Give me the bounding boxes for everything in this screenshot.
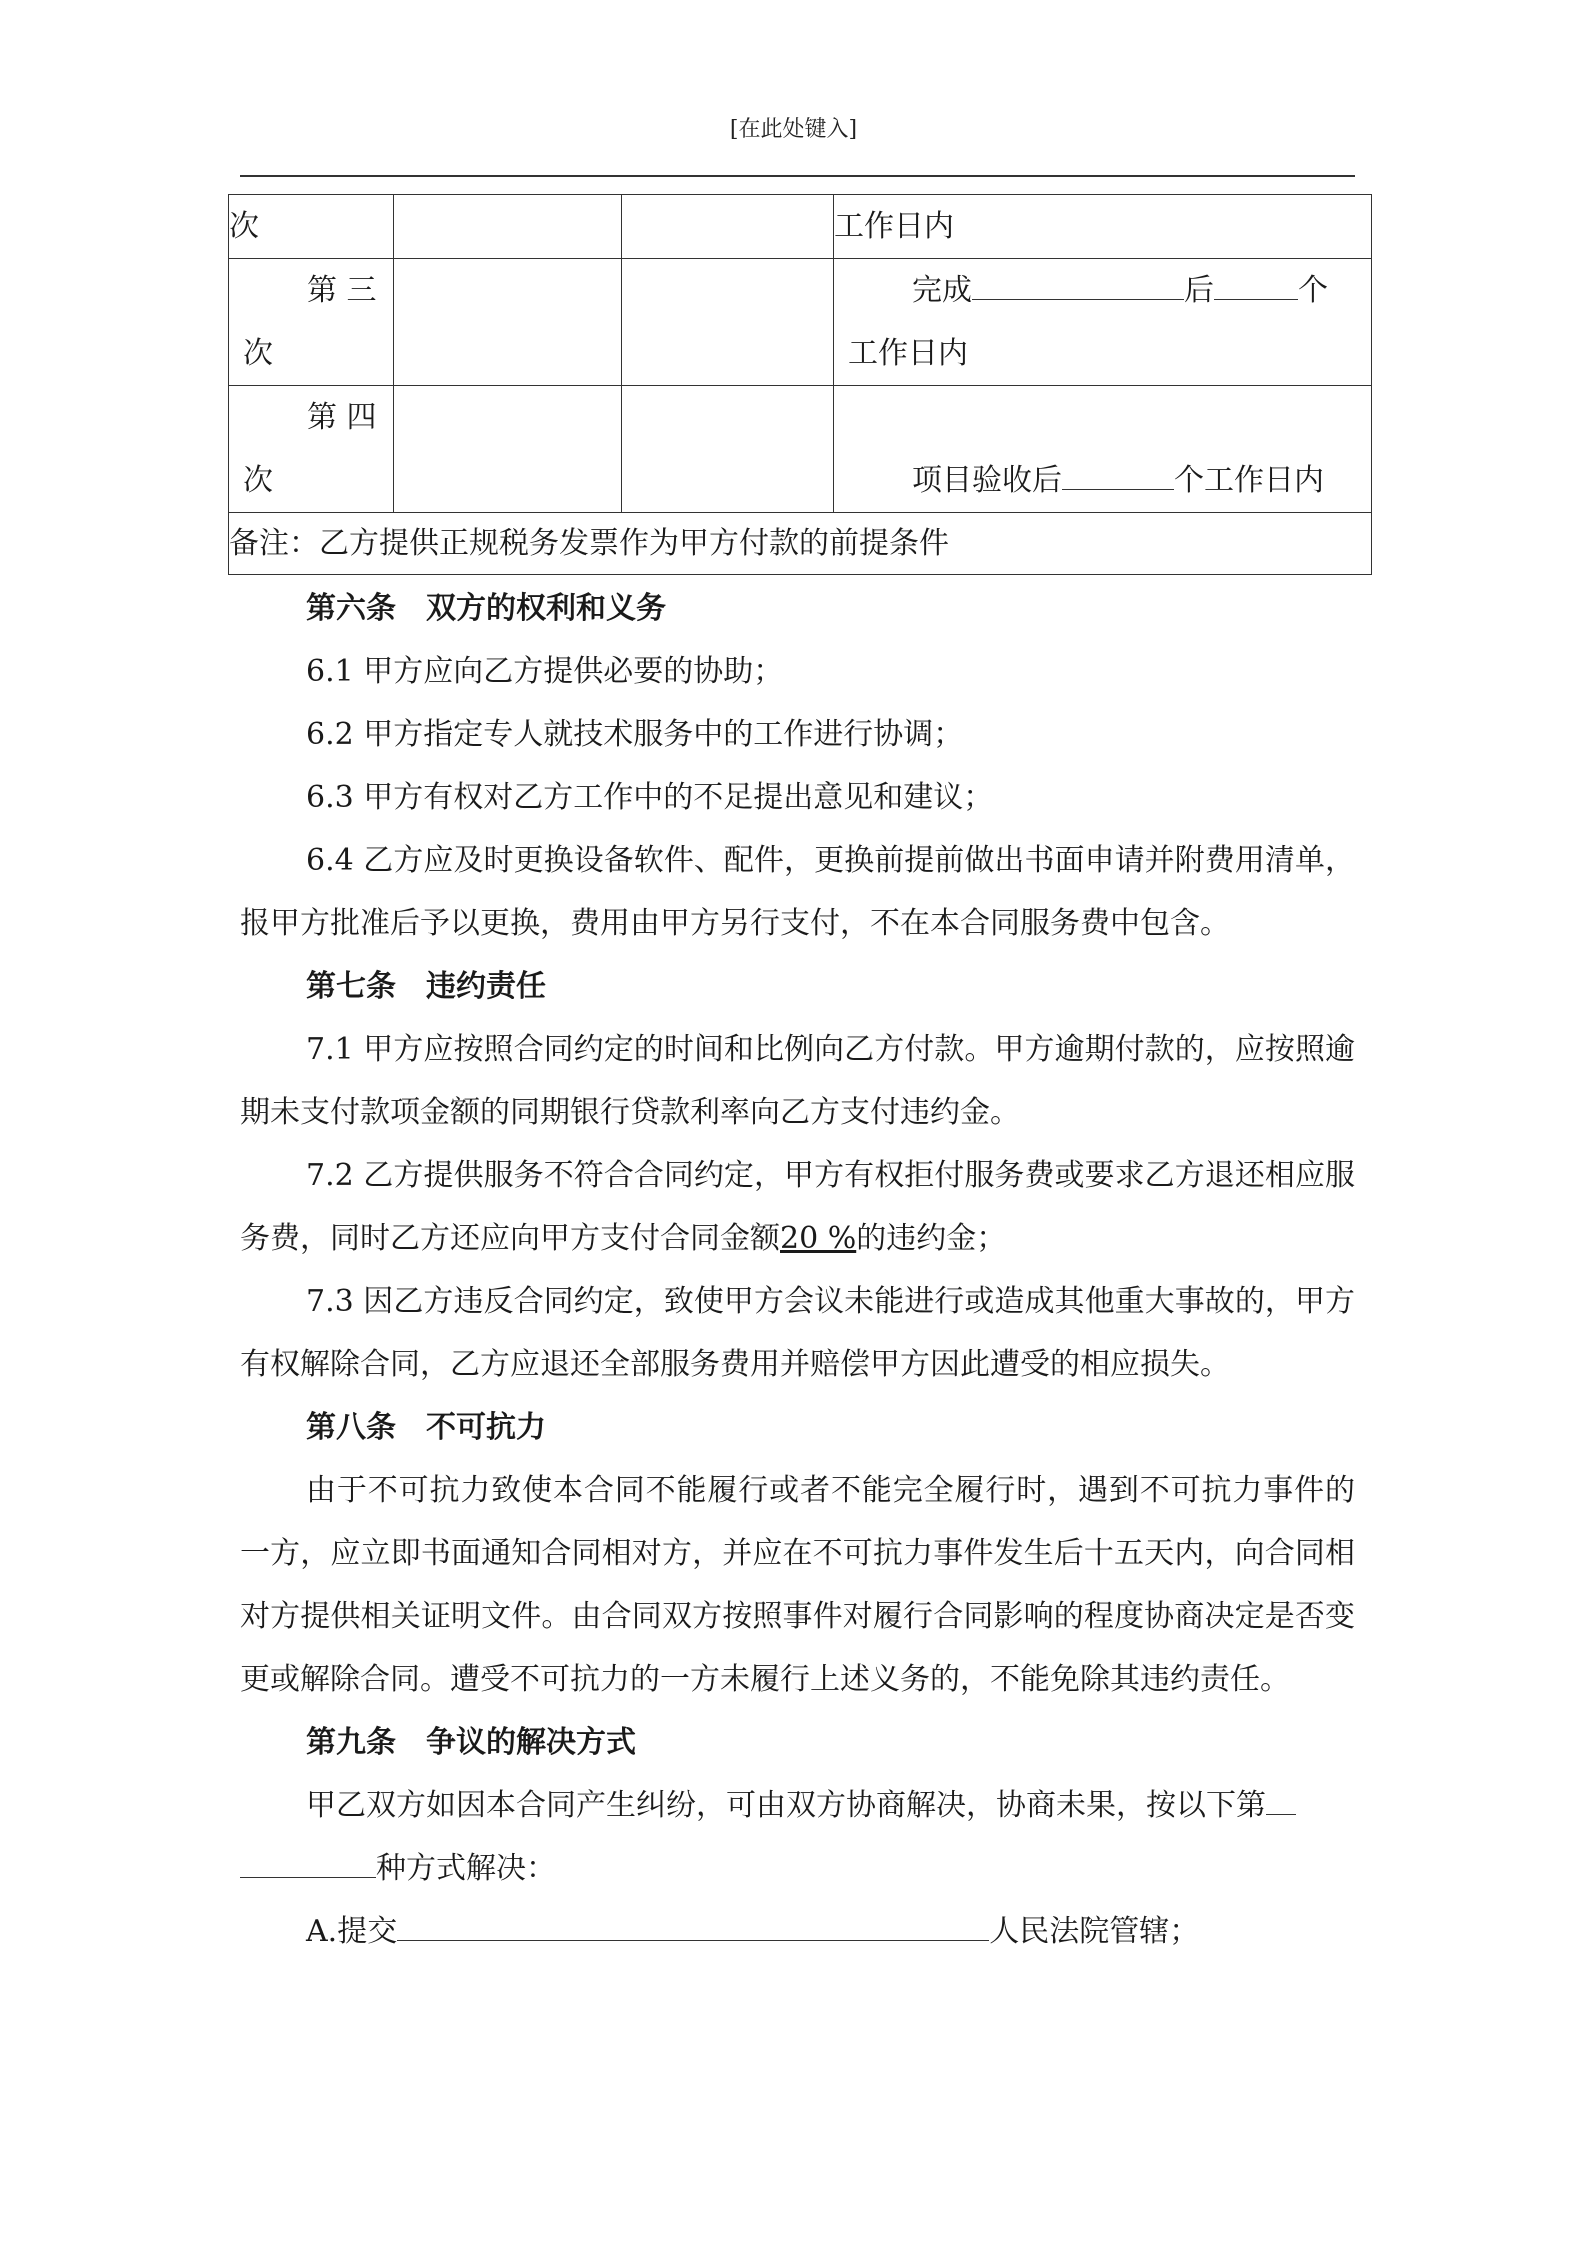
blank-field — [1214, 269, 1298, 300]
table-row — [229, 513, 1372, 575]
clause: 6.4 乙方应及时更换设备软件、配件，更换前提前做出书面申请并附费用清单，报甲方批准后予以更换，费用由甲方另行支付，不在本合同服务费中包含。 — [240, 843, 1355, 941]
clause: 6.1 甲方应向乙方提供必要的协助； — [306, 654, 784, 689]
section-heading: 第七条 违约责任 — [306, 969, 546, 1004]
blank-field — [240, 1847, 376, 1878]
table-cell — [622, 259, 834, 386]
table-cell: 第 三 次 — [229, 259, 394, 386]
blank-field — [1062, 459, 1174, 490]
clause: 甲乙双方如因本合同产生纠纷，可由双方协商解决，协商未果，按以下第 种方式解决： — [240, 1774, 1355, 1900]
contract-body — [240, 577, 1355, 1963]
page-header-placeholder: [在此处键入] — [729, 117, 858, 142]
table-row — [229, 259, 1372, 386]
table-cell: 完成 后 个 工作日内 — [834, 259, 1372, 386]
payment-schedule-table — [228, 194, 1372, 575]
section-heading: 第九条 争议的解决方式 — [306, 1725, 636, 1760]
table-cell — [394, 195, 622, 259]
section-heading: 第六条 双方的权利和义务 — [306, 591, 666, 626]
clause: 6.3 甲方有权对乙方工作中的不足提出意见和建议； — [306, 780, 994, 815]
clause: 由于不可抗力致使本合同不能履行或者不能完全履行时，遇到不可抗力事件的一方，应立即书面通知合同相对方，并应在不可抗力事件发生后十五天内，向合同相对方提供相关证明文件。由合同双方按照事件对履行合同影响的程度协商决定是否变更或解除合同。遭受不可抗力的一方未履行上述义务的，不能免除其违约责任。 — [240, 1473, 1355, 1697]
table-row — [229, 386, 1372, 513]
court-blank-field — [397, 1910, 989, 1941]
table-cell: 项目验收后 个工作日内 — [834, 386, 1372, 513]
table-cell — [394, 259, 622, 386]
blank-field — [972, 269, 1184, 300]
clause: A.提交 人民法院管辖； — [240, 1900, 1355, 1963]
blank-field — [1266, 1784, 1296, 1815]
section-heading: 第八条 不可抗力 — [306, 1410, 546, 1445]
clause: 7.1 甲方应按照合同约定的时间和比例向乙方付款。甲方逾期付款的，应按照逾期未支付款项金额的同期银行贷款利率向乙方支付违约金。 — [240, 1032, 1355, 1130]
table-cell — [622, 386, 834, 513]
table-row — [229, 195, 1372, 259]
clause: 7.2 乙方提供服务不符合合同约定，甲方有权拒付服务费或要求乙方退还相应服务费，同时乙方还应向甲方支付合同金额20 %的违约金； — [240, 1158, 1355, 1256]
header-rule — [240, 175, 1355, 177]
table-cell: 第 四 次 — [229, 386, 394, 513]
table-cell: 工作日内 — [834, 195, 1372, 259]
table-cell — [622, 195, 834, 259]
clause: 7.3 因乙方违反合同约定，致使甲方会议未能进行或造成其他重大事故的，甲方有权解除合同，乙方应退还全部服务费用并赔偿甲方因此遭受的相应损失。 — [240, 1284, 1355, 1382]
penalty-percent: 20 % — [780, 1221, 857, 1256]
table-note: 备注：乙方提供正规税务发票作为甲方付款的前提条件 — [229, 513, 1372, 575]
table-cell — [394, 386, 622, 513]
clause: 6.2 甲方指定专人就技术服务中的工作进行协调； — [306, 717, 964, 752]
table-cell: 次 — [229, 195, 394, 259]
